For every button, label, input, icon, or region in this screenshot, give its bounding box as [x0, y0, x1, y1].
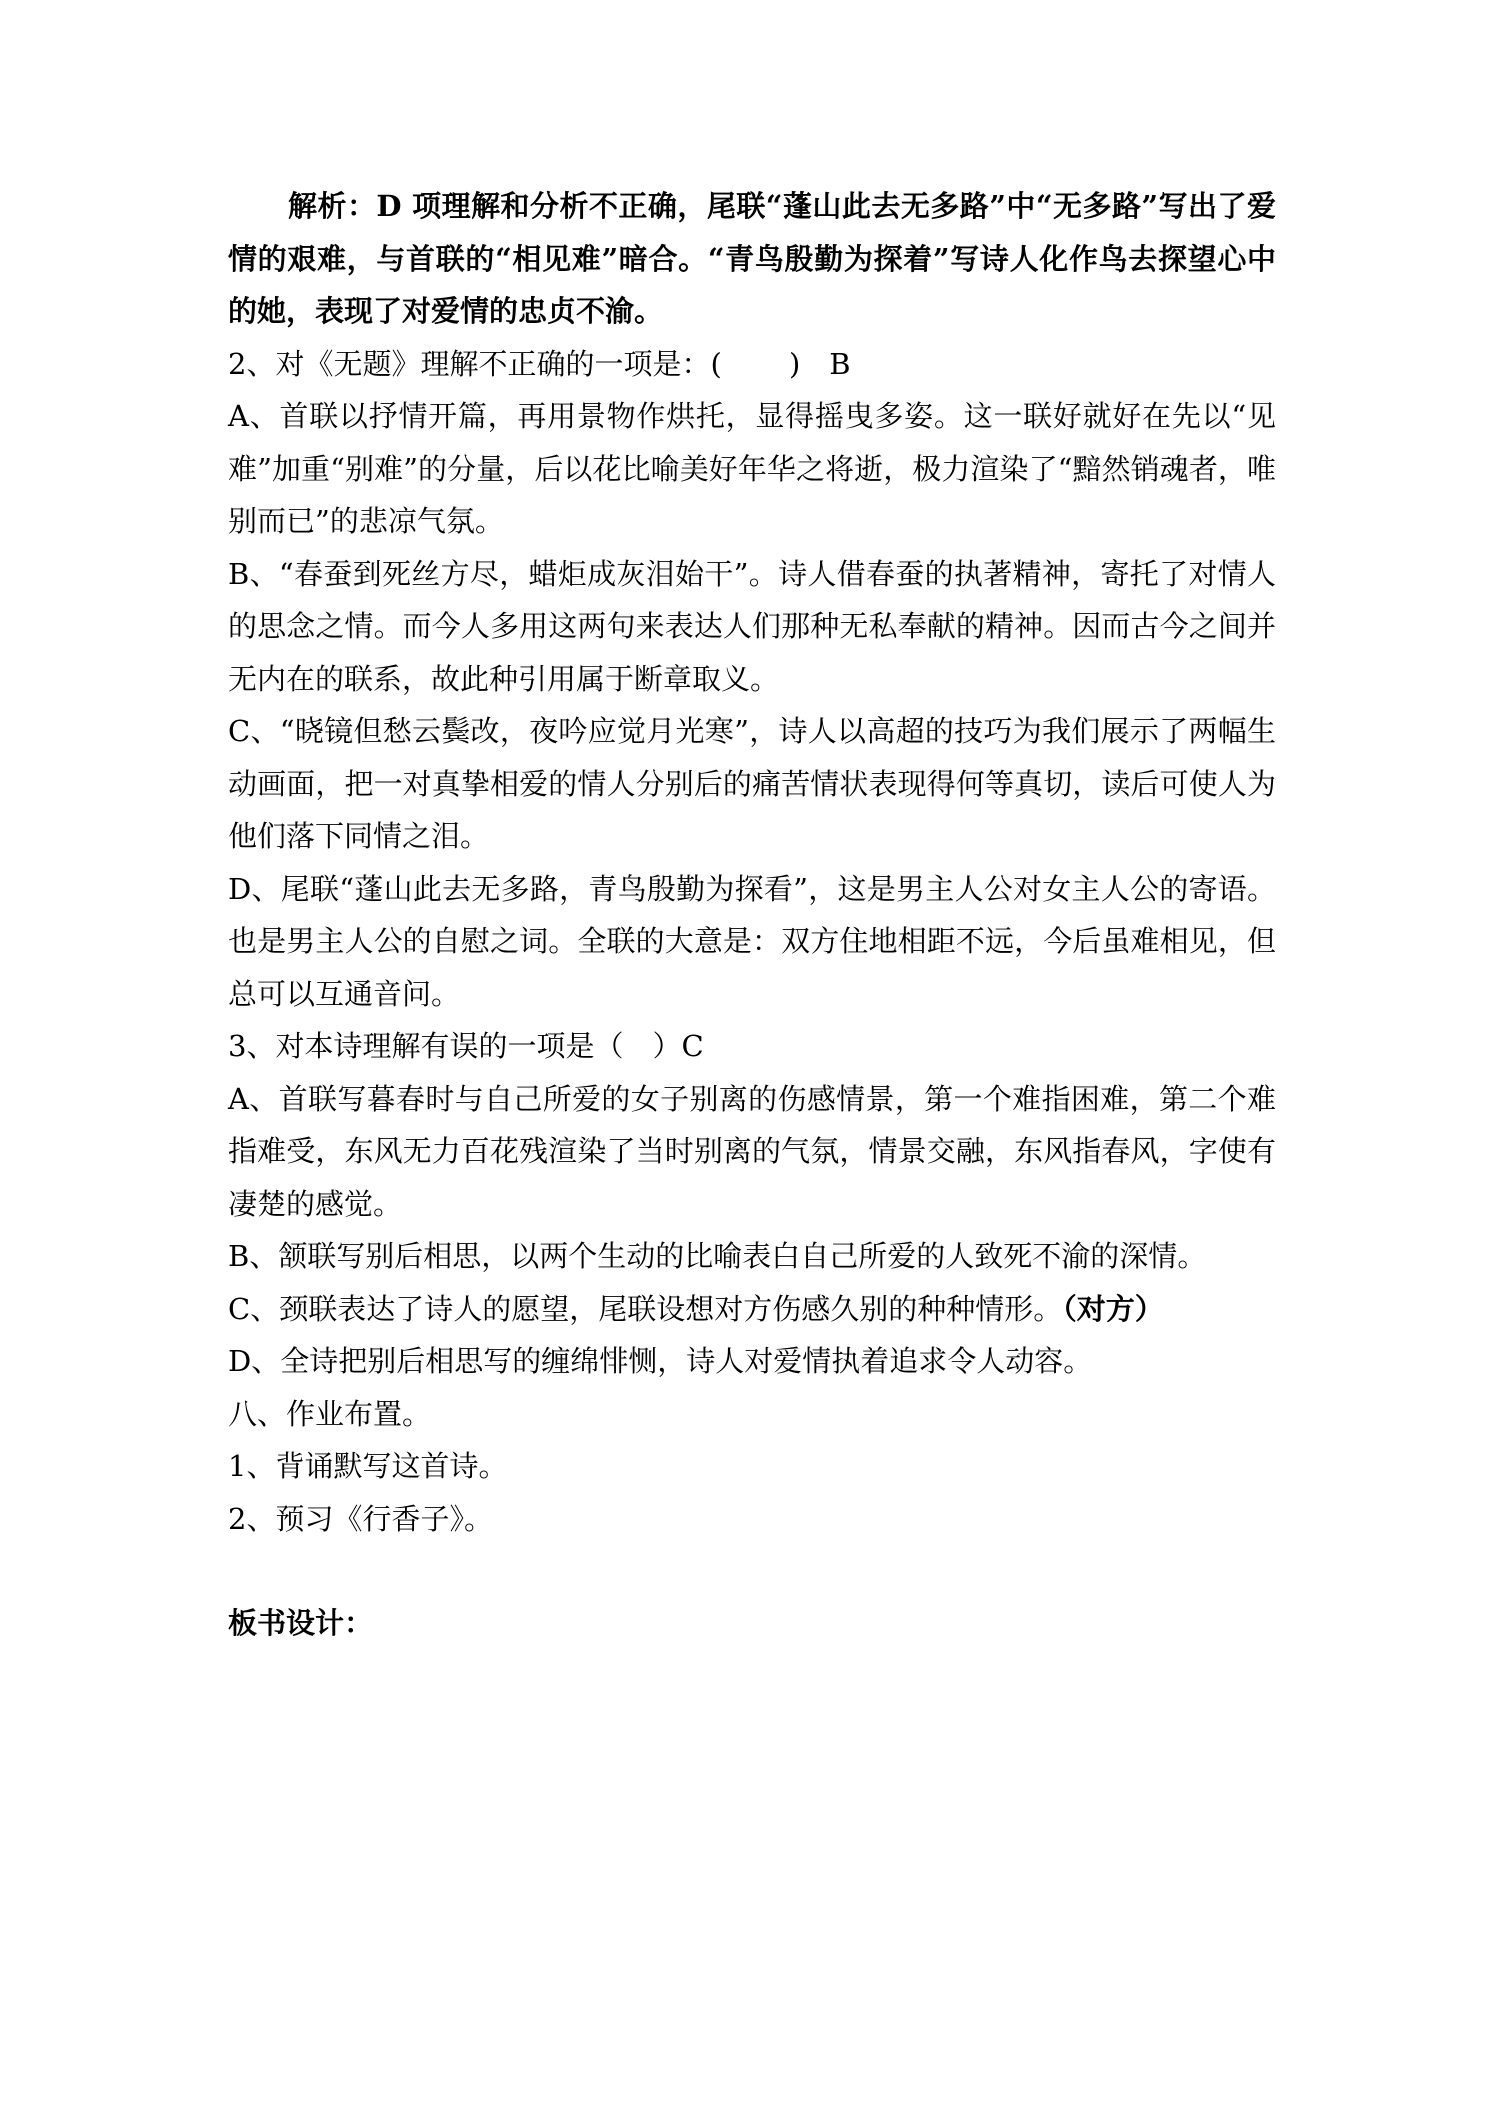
question-2-option-a: A、首联以抒情开篇，再用景物作烘托，显得摇曳多姿。这一联好就好在先以“见难”加重“别难”的分量，后以花比喻美好年华之将逝，极力渲染了“黯然销魂者，唯别而已”的悲凉气氛。 [228, 399, 1276, 538]
analysis-paragraph: 解析：D 项理解和分析不正确，尾联“蓬山此去无多路”中“无多路”写出了爱情的艰难，与首联的“相见难”暗合。“青鸟殷勤为探着”写诗人化作鸟去探望心中的她，表现了对爱情的忠贞不渝。 [228, 189, 1276, 328]
question-3-option-b: B、颔联写别后相思，以两个生动的比喻表白自己所爱的人致死不渝的深情。 [228, 1239, 1207, 1273]
board-design-heading: 板书设计： [228, 1606, 374, 1640]
section-spacer [228, 1545, 1276, 1597]
question-3-option-c [228, 1283, 1276, 1336]
question-2-option-c: C、“晓镜但愁云鬓改，夜吟应觉月光寒”，诗人以高超的技巧为我们展示了两幅生动画面，把一对真挚相爱的情人分别后的痛苦情状表现得何等真切，读后可使人为他们落下同情之泪。 [228, 714, 1276, 853]
question-3-option-c-text: C、颈联表达了诗人的愿望，尾联设想对方伤感久别的种种情形。 [228, 1291, 1063, 1326]
question-2-option-d: D、尾联“蓬山此去无多路，青鸟殷勤为探看”，这是男主人公对女主人公的寄语。也是男主人公的自慰之词。全联的大意是：双方住地相距不远，今后虽难相见，但总可以互通音问。 [228, 871, 1276, 1011]
homework-item-1: 1、背诵默写这首诗。 [228, 1449, 508, 1483]
question-3-option-d: D、全诗把别后相思写的缠绵悱恻，诗人对爱情执着追求令人动容。 [228, 1344, 1093, 1378]
question-2-option-b: B、“春蚕到死丝方尽，蜡炬成灰泪始干”。诗人借春蚕的执著精神，寄托了对情人的思念之情。而今人多用这两句来表达人们那种无私奉献的精神。因而古今之间并无内在的联系，故此种引用属于断章取义。 [228, 556, 1276, 696]
document-body [228, 180, 1276, 1650]
question-2-stem: 2、对《无题》理解不正确的一项是：( ) B [228, 346, 851, 381]
homework-heading: 八、作业布置。 [228, 1396, 432, 1431]
question-3-option-a: A、首联写暮春时与自己所爱的女子别离的伤感情景，第一个难指困难，第二个难指难受，东风无力百花残渲染了当时别离的气氛，情景交融，东风指春风，字使有凄楚的感觉。 [228, 1081, 1276, 1221]
homework-item-2: 2、预习《行香子》。 [228, 1501, 493, 1536]
question-3-option-c-note: （对方） [1062, 1291, 1164, 1326]
question-3-stem: 3、对本诗理解有误的一项是（ ）C [228, 1029, 704, 1063]
